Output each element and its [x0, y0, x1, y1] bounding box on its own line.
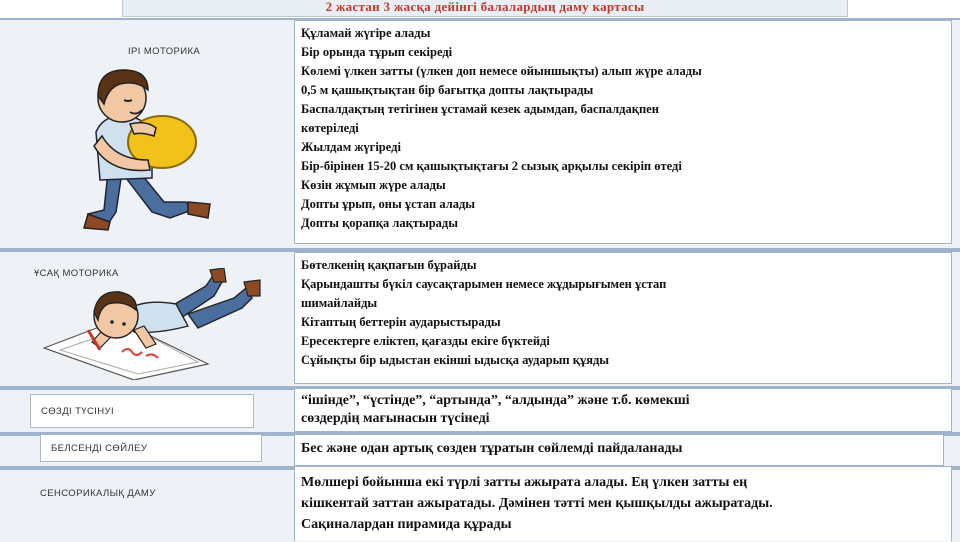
active-speech-list [301, 440, 682, 458]
section-label-sensory-development: СЕНСОРИКАЛЫҚ ДАМУ [40, 488, 156, 499]
skill-item: Мөлшері бойынша екі түрлі затты ажырата алады. Ең үлкен затты ең [301, 475, 748, 490]
section-label-speech-understanding: СӨЗДІ ТҮСІНУІ [41, 406, 115, 417]
skill-item: Көлемі үлкен затты (үлкен доп немесе ойыншықты) алып жүре алады [301, 64, 702, 78]
active-speech-label-box [40, 434, 262, 462]
skill-item: Бір-бірінен 15-20 см қашықтықтағы 2 сызық арқылы секіріп өтеді [301, 159, 682, 173]
skill-item: шимайлайды [301, 296, 378, 310]
skill-item: Бөтелкенің қақпағын бұрайды [301, 258, 477, 272]
boy-drawing-illustration [38, 268, 278, 380]
skill-item: Допты ұрып, оны ұстап алады [301, 197, 476, 211]
skill-item: Көзін жұмып жүре алады [301, 178, 446, 192]
skill-item: Бес және одан артық сөзден тұратын сөйлемді пайдаланады [301, 441, 683, 456]
skill-item: Допты қорапқа лақтырады [301, 216, 458, 230]
skill-item: Сұйықты бір ыдыстан екінші ыдысқа аударып құяды [301, 353, 610, 367]
skill-item: Жылдам жүгіреді [301, 140, 401, 154]
fine-motor-skill-list [301, 256, 666, 370]
skill-item: Баспалдақтың тетігінен ұстамай кезек адымдап, баспалдақпен [301, 102, 659, 116]
skill-item: көтеріледі [301, 121, 359, 135]
skill-item: кішкентай заттан ажыратады. Дәмінен тәтті мен қышқылды ажыратады. [301, 496, 773, 511]
boy-carrying-ball-illustration [60, 62, 220, 234]
skill-item: 0,5 м қашықтықтан бір бағытқа допты лақтырады [301, 83, 594, 97]
section-label-active-speech: БЕЛСЕНДІ СӨЙЛЕУ [51, 443, 148, 454]
speech-understanding-label-box [30, 394, 254, 428]
skill-item: Кітаптың беттерін аударыстырады [301, 315, 501, 329]
speech-understanding-list [301, 392, 690, 428]
skill-item: Бір орында тұрып секіреді [301, 45, 453, 59]
section-label-gross-motor: ІРІ МОТОРИКА [128, 46, 201, 57]
gross-motor-skill-list [301, 24, 702, 233]
skill-item: Қарындашты бүкіл саусақтарымен немесе жұдырығымен ұстап [301, 277, 667, 291]
title-banner [122, 0, 848, 17]
skill-item: “ішінде”, “үстінде”, “артында”, “алдында” және т.б. көмекші [301, 393, 690, 408]
page-title: 2 жастан 3 жасқа дейінгі балалардың даму картасы [325, 0, 645, 14]
skill-item: Құламай жүгіре алады [301, 26, 431, 40]
sensory-development-list [301, 472, 773, 535]
section-label-fine-motor: ҰСАҚ МОТОРИКА [34, 268, 119, 279]
skill-item: Сақиналардан пирамида құрады [301, 517, 512, 532]
skill-item: сөздердің мағынасын түсінеді [301, 411, 490, 426]
skill-item: Ересектерге еліктеп, қағазды екіге бүктейді [301, 334, 550, 348]
